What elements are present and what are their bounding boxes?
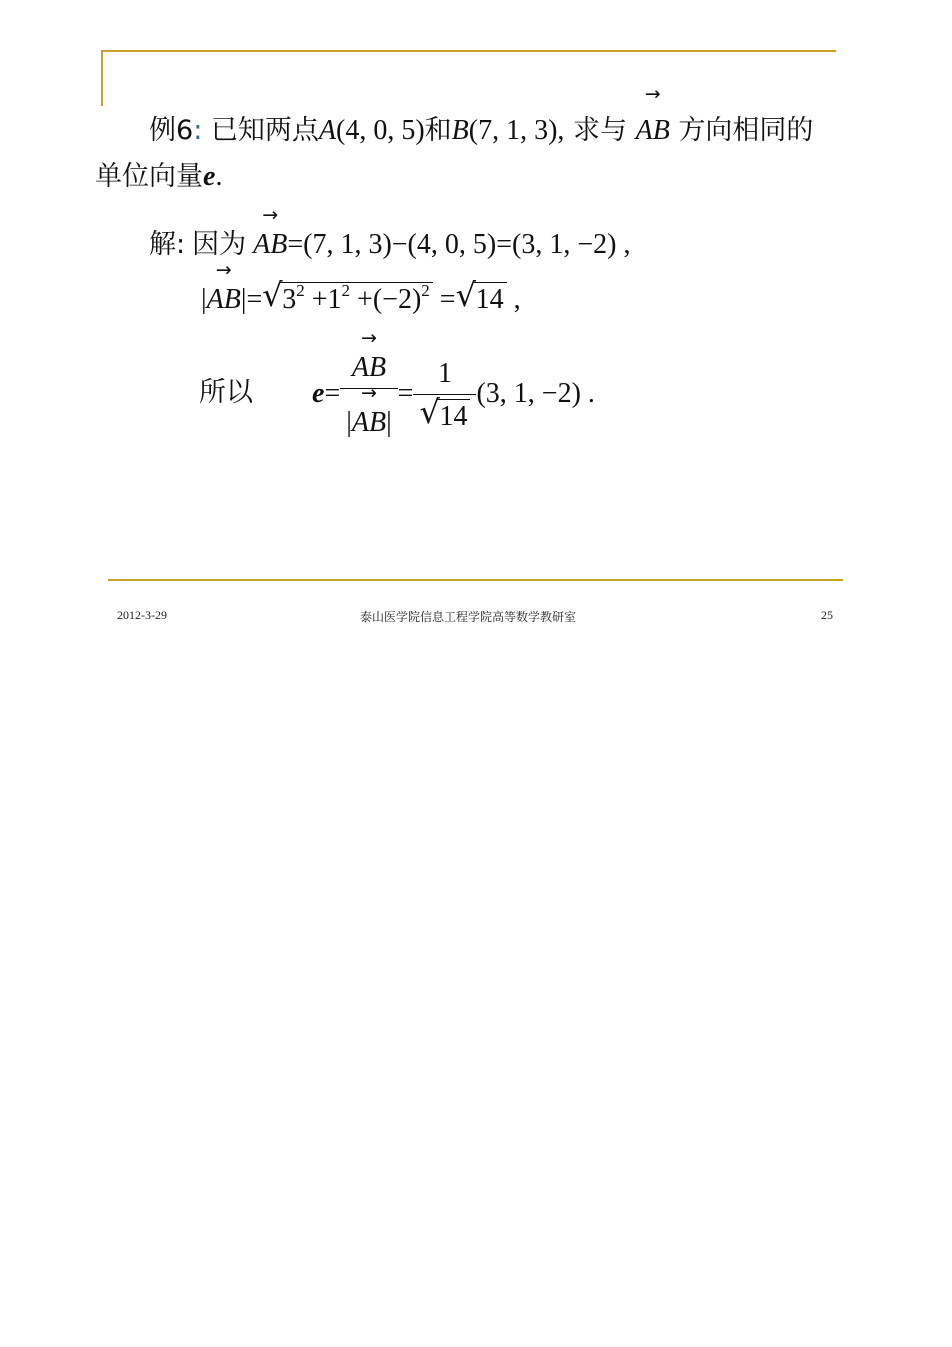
vector-arrow-icon: → [262, 204, 279, 226]
point-b: B [451, 115, 469, 146]
unit-vector-formula: e= → AB | → AB| = 1 √ 14 (3, 1, −2) . [312, 327, 595, 438]
fraction-one-over-sqrt14: 1 √ 14 [413, 358, 476, 433]
page-number: 25 [821, 608, 833, 622]
solution-line-3: 所以 [199, 377, 253, 408]
radical-icon: √ [262, 276, 283, 314]
unit-vector-symbol: e [203, 161, 216, 192]
vector-ab: → AB [635, 83, 670, 146]
solution-label: 解 [149, 229, 176, 260]
final-tuple: (3, 1, −2) . [476, 377, 595, 409]
header-rule [101, 50, 836, 52]
solution-line-1: 解: 因为 → AB=(7, 1, 3)−(4, 0, 5)=(3, 1, −2) , [149, 204, 631, 260]
footer-date: 2012-3-29 [117, 608, 167, 622]
vector-arrow-icon: → [360, 382, 377, 404]
radical-icon: √ [419, 393, 440, 431]
footer-institution: 泰山医学院信息工程学院高等数学教研室 [360, 610, 577, 624]
vector-arrow-icon: → [215, 259, 232, 281]
sqrt-14: √ 14 [456, 282, 507, 316]
vector-arrow-icon: → [360, 327, 377, 349]
header-corner-rule [101, 50, 103, 106]
point-a: A [318, 115, 336, 146]
fraction-ab-over-norm: → AB | → AB| [340, 352, 397, 439]
vector-arrow-icon: → [644, 83, 661, 105]
example-label: 例6 [149, 115, 194, 146]
sqrt-expression: √ $3^2 +1^2 +(-2)^2$ [262, 282, 433, 316]
vector-ab: → AB [206, 259, 241, 315]
vector-ab: → AB [253, 204, 288, 260]
footer-rule [108, 579, 843, 581]
ab-computation: =(7, 1, 3)−(4, 0, 5)=(3, 1, −2) , [287, 229, 631, 260]
solution-line-2: | → AB|= √ $3^2 +1^2 +(-2)^2$ = √ 14 , [201, 259, 521, 315]
problem-statement: 例6: 已知两点A(4, 0, 5)和B(7, 1, 3), 求与 → AB 方向相同的 单位向量e. [95, 83, 814, 192]
radical-icon: √ [455, 276, 476, 314]
